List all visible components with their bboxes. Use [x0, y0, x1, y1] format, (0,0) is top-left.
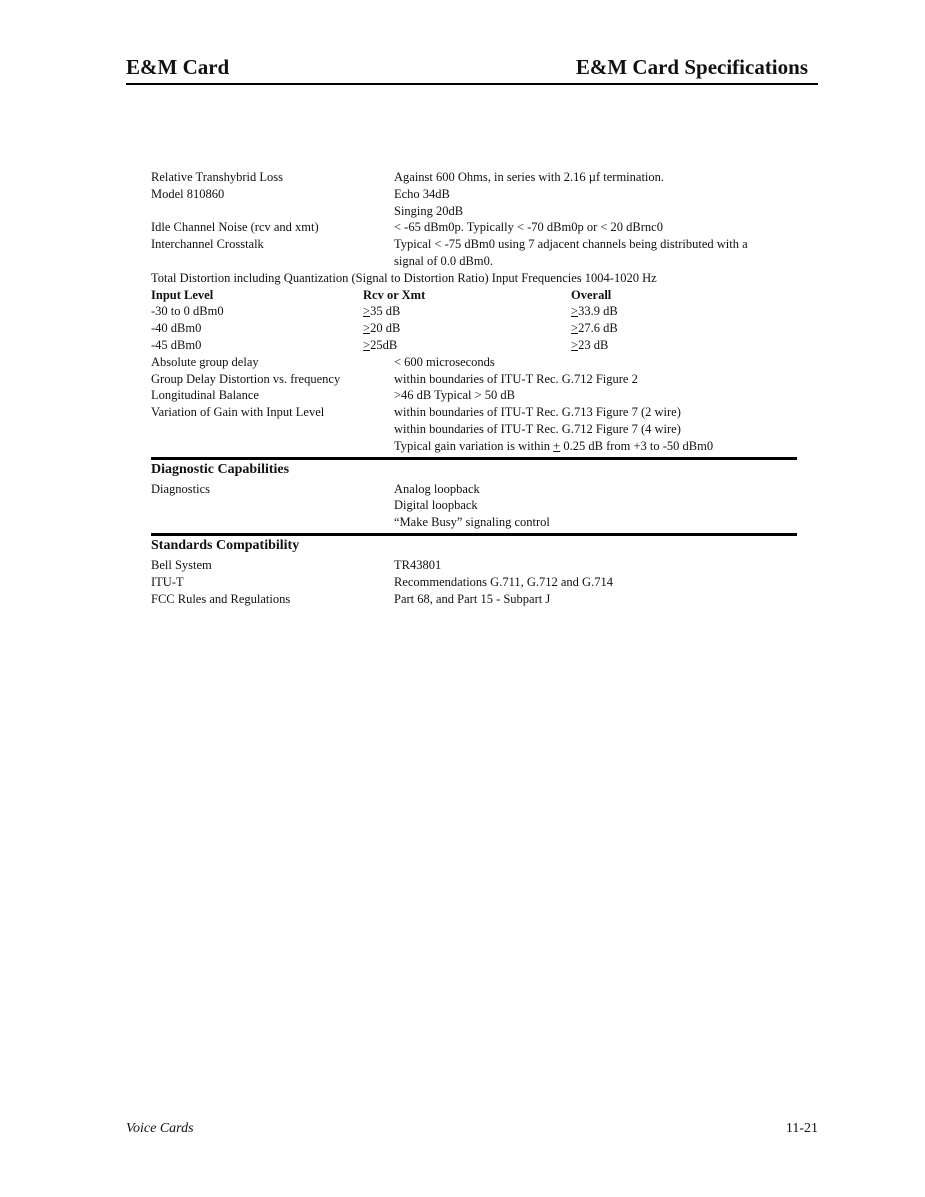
gain-suffix: 0.25 dB from +3 to -50 dBm0: [560, 438, 714, 453]
ge-symbol: >: [571, 321, 579, 336]
column-header: Rcv or Xmt: [363, 287, 426, 302]
spec-label: Bell System: [151, 557, 212, 572]
table-row: [151, 320, 797, 337]
spec-row: [151, 514, 797, 531]
spec-value: Typical < -75 dBm0 using 7 adjacent channels being distributed with a: [394, 237, 748, 252]
spec-label: Relative Transhybrid Loss: [151, 170, 283, 184]
table-cell: [363, 320, 571, 337]
spec-label: Interchannel Crosstalk: [151, 237, 264, 252]
table-row: [151, 337, 797, 354]
spec-row: [151, 438, 797, 455]
ge-symbol: >: [571, 337, 579, 352]
spec-label: ITU-T: [151, 574, 184, 589]
spec-value: < -65 dBm0p. Typically < -70 dBm0p or < 20 dBrnc0: [394, 220, 663, 235]
ge-symbol: >: [363, 337, 371, 352]
spec-value: signal of 0.0 dBm0.: [394, 253, 493, 268]
spec-value: Recommendations G.711, G.712 and G.714: [394, 574, 613, 589]
cell-value: 35 dB: [370, 304, 401, 319]
spec-value: Part 68, and Part 15 - Subpart J: [394, 591, 551, 606]
spec-value: TR43801: [394, 557, 442, 572]
spec-label: [151, 421, 394, 438]
table-cell: [571, 337, 797, 354]
spec-row: [151, 481, 797, 498]
spec-row: [151, 421, 797, 438]
diagnostics-heading: Diagnostic Capabilities: [151, 461, 290, 477]
chapter-title: E&M Card: [126, 55, 230, 79]
section-title: E&M Card Specifications: [575, 55, 808, 79]
gain-prefix: Typical gain variation is within: [394, 438, 554, 453]
section-divider: [151, 533, 797, 536]
spec-row: [151, 591, 797, 608]
table-cell: -45 dBm0: [151, 337, 202, 352]
spec-row: [151, 371, 797, 388]
spec-label: Variation of Gain with Input Level: [151, 405, 325, 420]
spec-row: [151, 404, 797, 421]
spec-row: [151, 186, 797, 203]
footer-chapter: Voice Cards: [126, 1121, 194, 1136]
spec-row: [151, 574, 797, 591]
spec-label: [151, 203, 394, 220]
spec-label: Idle Channel Noise (rcv and xmt): [151, 220, 319, 235]
ge-symbol: >: [363, 304, 371, 319]
distortion-title: Total Distortion including Quantization (Signal to Distortion Ratio) Input Frequencies 1004-1020 Hz: [151, 270, 657, 285]
spec-content: [151, 169, 797, 607]
spec-label: [151, 497, 394, 514]
spec-row: [151, 497, 797, 514]
spec-label: [151, 514, 394, 531]
spec-value: < 600 microseconds: [394, 354, 495, 369]
spec-row: [151, 387, 797, 404]
spec-value: [394, 438, 797, 455]
spec-label: Absolute group delay: [151, 354, 259, 369]
spec-label: Model 810860: [151, 186, 225, 201]
spec-label: [151, 253, 394, 270]
header-divider: [126, 83, 818, 85]
column-header: Input Level: [151, 287, 214, 302]
spec-row: [151, 557, 797, 574]
spec-value: within boundaries of ITU-T Rec. G.712 Figure 7 (4 wire): [394, 421, 681, 436]
cell-value: 33.9 dB: [578, 304, 618, 319]
spec-row: [151, 354, 797, 371]
cell-value: 27.6 dB: [578, 321, 618, 336]
spec-row: [151, 203, 797, 220]
spec-value: “Make Busy” signaling control: [394, 515, 550, 530]
spec-value: >46 dB Typical > 50 dB: [394, 388, 515, 403]
standards-heading: Standards Compatibility: [151, 537, 300, 553]
spec-label: FCC Rules and Regulations: [151, 591, 291, 606]
distortion-header-row: [151, 287, 797, 304]
table-row: [151, 303, 797, 320]
spec-value: Digital loopback: [394, 498, 478, 513]
cell-value: 23 dB: [578, 337, 609, 352]
spec-value: Echo 34dB: [394, 186, 450, 201]
spec-value: within boundaries of ITU-T Rec. G.713 Figure 7 (2 wire): [394, 405, 681, 420]
spec-label: [151, 438, 394, 455]
spec-row: [151, 236, 797, 253]
table-cell: -40 dBm0: [151, 321, 202, 336]
column-header: Overall: [571, 287, 612, 302]
table-cell: [363, 337, 571, 354]
spec-row: [151, 253, 797, 270]
page-number: 11-21: [785, 1121, 818, 1136]
table-cell: [571, 303, 797, 320]
spec-value: Singing 20dB: [394, 203, 464, 218]
cell-value: 20 dB: [370, 321, 401, 336]
ge-symbol: >: [363, 321, 371, 336]
table-cell: [571, 320, 797, 337]
spec-value: Analog loopback: [394, 481, 480, 496]
spec-value: within boundaries of ITU-T Rec. G.712 Figure 2: [394, 371, 638, 386]
section-divider: [151, 457, 797, 460]
table-cell: [363, 303, 571, 320]
spec-label: Group Delay Distortion vs. frequency: [151, 371, 341, 386]
spec-row: [151, 219, 797, 236]
spec-value: Against 600 Ohms, in series with 2.16 µf termination.: [394, 170, 665, 184]
plus-minus-symbol: +: [553, 438, 561, 453]
spec-row: [151, 169, 797, 186]
cell-value: 25dB: [370, 337, 398, 352]
ge-symbol: >: [571, 304, 579, 319]
spec-label: Longitudinal Balance: [151, 388, 259, 403]
spec-label: Diagnostics: [151, 481, 211, 496]
table-cell: -30 to 0 dBm0: [151, 304, 224, 319]
